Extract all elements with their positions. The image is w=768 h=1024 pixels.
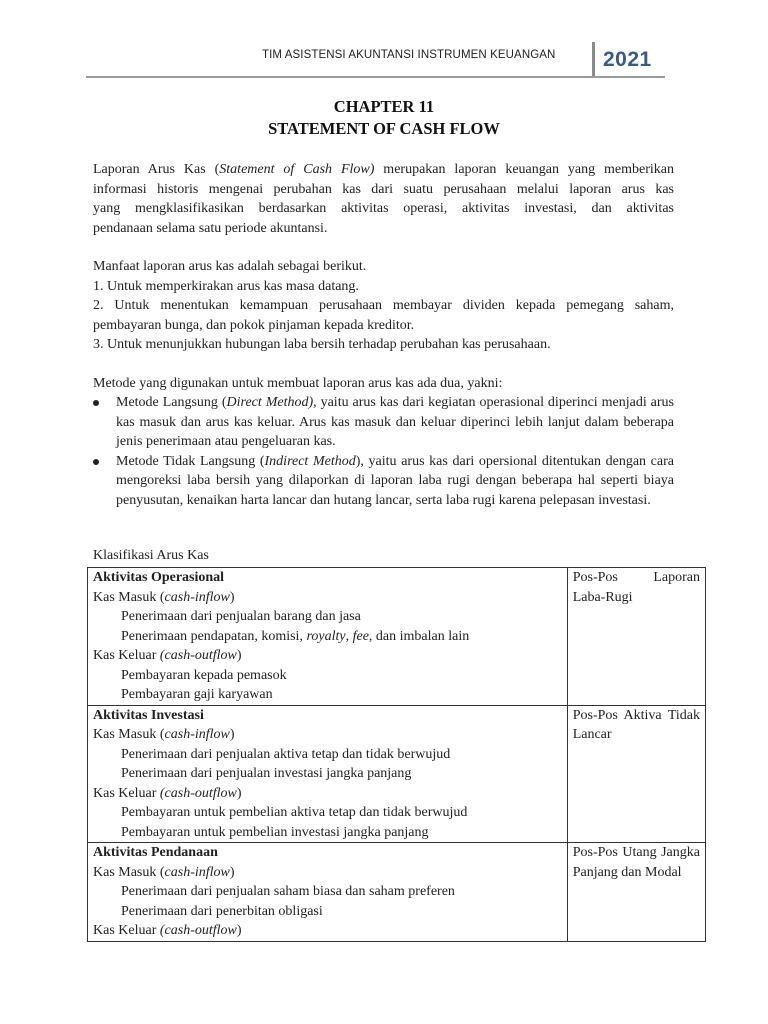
cash-inflow-label: cash-inflow xyxy=(164,589,230,605)
investasi-out-2: Pembayaran untuk pembelian investasi jangka panjang xyxy=(121,824,429,840)
investasi-side: Pos-Pos Aktiva Tidak Lancar xyxy=(567,705,705,843)
cash-flow-classification-table xyxy=(87,567,706,942)
header-title: TIM ASISTENSI AKUNTANSI INSTRUMEN KEUANGAN xyxy=(262,49,556,61)
investasi-cell xyxy=(88,705,568,843)
investasi-in-2: Penerimaan dari penjualan investasi jangka panjang xyxy=(121,766,412,781)
investasi-kas-keluar xyxy=(93,784,562,804)
benefit-item-3: 3. Untuk menunjukkan hubungan laba bersih terhadap perubahan kas perusahaan. xyxy=(93,337,551,352)
table-row-operasional xyxy=(88,568,706,706)
operasional-in-2 xyxy=(93,627,562,647)
operasional-out-2: Pembayaran gaji karyawan xyxy=(121,687,273,702)
methods-list xyxy=(93,393,674,510)
intro-italic: Statement of Cash Flow) xyxy=(219,162,375,177)
header-divider xyxy=(592,42,595,78)
pendanaan-kas-keluar xyxy=(93,921,562,941)
investasi-kas-masuk xyxy=(93,725,562,745)
close-paren: ) xyxy=(229,589,235,605)
method-direct-italic: Direct Method) xyxy=(226,395,314,410)
close-paren: ) xyxy=(229,727,235,742)
method-direct xyxy=(93,393,674,452)
cash-outflow-label: (cash-outflow xyxy=(159,648,237,663)
benefit-item-2-line-1: 2. Untuk menentukan kemampuan perusahaan membayar dividen kepada pemegang saham, xyxy=(93,298,674,313)
in2-fee: fee xyxy=(352,628,369,644)
investasi-title: Aktivitas Investasi xyxy=(93,707,204,723)
kas-masuk-label: Kas Masuk ( xyxy=(93,589,165,605)
table-row-investasi xyxy=(88,705,706,843)
intro-line-3: yang mengklasifikasikan berdasarkan aktivitas operasi, aktivitas investasi, dan aktivitas xyxy=(93,201,674,216)
header-year: 2021 xyxy=(603,48,652,71)
operasional-side: Pos-Pos Laporan Laba-Rugi xyxy=(567,568,705,706)
investasi-out-1: Pembayaran untuk pembelian aktiva tetap dan tidak berwujud xyxy=(121,805,468,820)
pendanaan-cell xyxy=(88,843,568,942)
cash-inflow-label: cash-inflow xyxy=(164,864,230,880)
in2-pre: Penerimaan pendapatan, komisi, xyxy=(121,628,307,644)
pendanaan-side: Pos-Pos Utang Jangka Panjang dan Modal xyxy=(567,843,705,942)
intro-prefix: Laporan Arus Kas ( xyxy=(93,162,220,177)
method-indirect-rest: ), yaitu arus kas dari opersional ditentukan dengan cara mengoreksi laba bersih yang dilaporkan di laporan laba rugi dengan beberapa hal seperti biaya penyusutan, kenaikan harta lancar dan hutang lancar, serta laba rugi karena pelepasan investasi. xyxy=(116,453,674,508)
kas-keluar-label: Kas Keluar xyxy=(93,785,160,801)
method-direct-pre: Metode Langsung ( xyxy=(116,395,227,410)
close-paren: ) xyxy=(236,648,242,663)
benefit-item-1: 1. Untuk memperkirakan arus kas masa datang. xyxy=(93,278,359,294)
in2-royalty: royalty xyxy=(306,628,346,644)
intro-line1-rest: merupakan laporan keuangan yang memberikan xyxy=(374,162,674,177)
bullet-icon xyxy=(93,459,99,465)
pendanaan-in-2: Penerimaan dari penerbitan obligasi xyxy=(121,903,323,919)
cash-outflow-label: (cash-outflow xyxy=(159,923,237,938)
intro-line-1 xyxy=(93,160,674,180)
kas-keluar-label: Kas Keluar xyxy=(93,923,160,938)
chapter-number: CHAPTER 11 xyxy=(333,97,435,116)
pendanaan-kas-masuk xyxy=(93,863,562,883)
table-row-pendanaan xyxy=(88,843,706,942)
method-indirect-italic: Indirect Method xyxy=(264,453,356,469)
pendanaan-title: Aktivitas Pendanaan xyxy=(93,845,218,860)
operasional-kas-keluar xyxy=(93,646,562,666)
cash-outflow-label: (cash-outflow xyxy=(159,785,237,801)
header-rule xyxy=(86,76,665,78)
bullet-icon xyxy=(93,400,99,406)
method-indirect-pre: Metode Tidak Langsung ( xyxy=(116,453,265,469)
intro-line-2: informasi historis mengenai perubahan kas dari suatu perusahaan melalui laporan arus kas xyxy=(93,181,674,197)
kas-keluar-label: Kas Keluar xyxy=(93,648,160,663)
close-paren: ) xyxy=(229,864,235,880)
kas-masuk-label: Kas Masuk ( xyxy=(93,864,165,880)
operasional-title: Aktivitas Operasional xyxy=(93,570,225,585)
benefits-heading: Manfaat laporan arus kas adalah sebagai berikut. xyxy=(93,259,367,274)
operasional-cell xyxy=(88,568,568,706)
close-paren: ) xyxy=(236,923,242,938)
intro-line-4: pendanaan selama satu periode akuntansi. xyxy=(93,220,328,236)
operasional-in-1: Penerimaan dari penjualan barang dan jasa xyxy=(121,609,361,624)
kas-masuk-label: Kas Masuk ( xyxy=(93,727,165,742)
operasional-kas-masuk xyxy=(93,588,562,608)
method-direct-rest: , yaitu arus kas dari kegiatan operasional diperinci menjadi arus kas masuk dan arus kas keluar. Arus kas masuk dan keluar diperinci lebih lanjut dalam beberapa jenis penerimaan atau pengeluaran kas. xyxy=(116,395,674,449)
in2-post: , dan imbalan lain xyxy=(368,628,470,644)
operasional-out-1: Pembayaran kepada pemasok xyxy=(121,667,287,683)
benefits-section xyxy=(93,257,674,355)
chapter-title: STATEMENT OF CASH FLOW xyxy=(268,119,500,138)
intro-paragraph xyxy=(93,160,674,238)
method-indirect xyxy=(93,452,674,511)
table-caption: Klasifikasi Arus Kas xyxy=(93,548,209,563)
pendanaan-in-1: Penerimaan dari penjualan saham biasa dan saham preferen xyxy=(121,884,455,899)
benefit-item-2-line-2: pembayaran bunga, dan pokok pinjaman kepada kreditor. xyxy=(93,317,415,333)
cash-inflow-label: cash-inflow xyxy=(164,727,230,742)
in2-comma: , xyxy=(345,628,353,644)
close-paren: ) xyxy=(236,785,242,801)
investasi-in-1: Penerimaan dari penjualan aktiva tetap dan tidak berwujud xyxy=(121,746,451,762)
methods-heading: Metode yang digunakan untuk membuat laporan arus kas ada dua, yakni: xyxy=(93,376,503,391)
